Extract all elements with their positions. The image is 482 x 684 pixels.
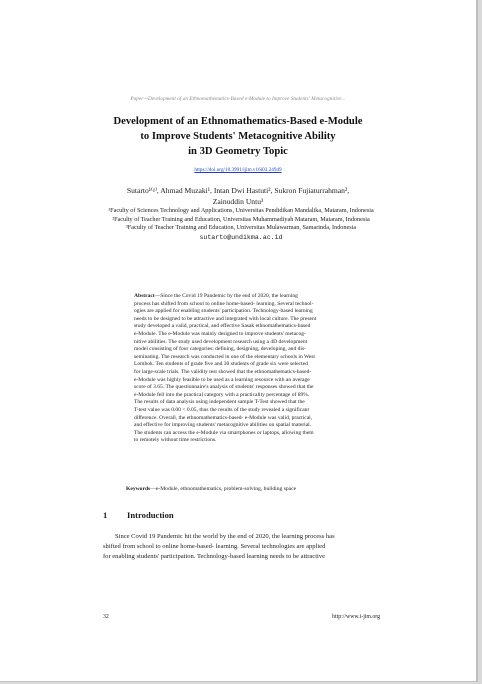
abstract-line: e-Module was highly feasible to be used as a learning resource with an average <box>134 376 310 383</box>
body-line: Since Covid 19 Pandemic hit the world by the end of 2020, the learning process has <box>115 533 335 540</box>
abstract-line <box>134 293 348 301</box>
abstract-line: and effective for improving students' metacognitive abilities on spatial material. <box>134 422 312 429</box>
abstract-line: difference. Overall, the ethnomathematics-based- e-Module was valid, practical, <box>134 414 313 421</box>
abstract-line: The students can access the e-Module via smartphones or laptops, allowing them <box>134 429 314 436</box>
title-line: Development of an Ethnomathematics-Based e-Module <box>113 116 363 127</box>
journal-url[interactable]: http://www.i-jim.org <box>332 614 380 620</box>
abstract-line: nitive abilities. The study used development research using a 4D development <box>134 338 308 345</box>
abstract-text: —Since the Covid 19 Pandemic by the end of 2020, the learning <box>154 293 298 299</box>
abstract-line: e-Module. The e-Module was mainly designed to improve students' metacog- <box>134 330 306 337</box>
affiliation: ²Faculty of Teacher Training and Education, Universitas Muhammadiyah Mataram, Mataram, Indonesia <box>112 215 370 223</box>
author-line: Zainuddin Untu³ <box>212 197 264 206</box>
section-number: 1 <box>103 510 108 520</box>
contact-email[interactable]: sutarto@undikma.ac.id <box>199 233 283 241</box>
body-paragraph <box>103 532 387 563</box>
abstract <box>134 293 348 445</box>
abstract-line: score of 3.65. The questionnaire's analysis of students' responses showed that the <box>134 384 314 391</box>
abstract-line: seminating. The research was conducted in one of the elementary schools in West <box>134 353 315 360</box>
title-line: in 3D Geometry Topic <box>188 146 288 157</box>
author-list <box>80 185 396 207</box>
doi-link[interactable]: https://doi.org/10.3991/ijim.v16i03.24949 <box>194 167 282 173</box>
title-line: to Improve Students' Metacognitive Ability <box>140 131 336 142</box>
section-heading <box>103 510 174 520</box>
abstract-line: Lombok. Ten students of grade five and 30 students of grade six were selected <box>134 361 308 368</box>
author-line: Sutarto¹⁽ᵡ⁾, Ahmad Muzaki¹, Intan Dwi Hastuti², Sukron Fujiaturrahman², <box>126 186 350 195</box>
keywords-label: Keywords <box>126 486 151 492</box>
affiliation: ³Faculty of Teacher Training and Education, Universitas Mulawarman, Samarinda, Indonesia <box>125 224 357 232</box>
keywords-text: —e-Module, ethnomathematics, problem-solving, building space <box>150 486 297 492</box>
abstract-line: ogies are applied for enabling students' participation. Technology-based learning <box>134 308 313 315</box>
abstract-line: The results of data analysis using independent sample T-Test showed that the <box>134 399 305 406</box>
abstract-line: e-Module fell into the practical category with a practicality percentage of 89%. <box>134 391 310 398</box>
abstract-line: for large-scale trials. The validity test showed that the ethnomathematics-based- <box>134 368 312 375</box>
abstract-line: T-test value was 0.00 < 0.05, thus the results of the study revealed a significant <box>134 406 309 413</box>
abstract-line: to remotely without time restrictions. <box>134 437 217 444</box>
body-line: shifted from school to online home-based- learning. Several technologies are applied <box>103 543 326 551</box>
abstract-label: Abstract <box>134 293 155 299</box>
affiliations <box>90 207 392 242</box>
abstract-line: needs to be designed to be attractive and integrated with local culture. The present <box>134 315 317 322</box>
abstract-line: process has shifted from school to online home-based- learning. Several technol- <box>134 300 314 307</box>
page-number: 32 <box>103 614 109 620</box>
keywords <box>126 486 296 492</box>
running-head: Paper—Development of an Ethnomathematics-Based e-Module to Improve Students' Metacognitive... <box>130 96 346 102</box>
paper-title <box>60 114 416 159</box>
affiliation: ¹Faculty of Sciences Technology and Applications, Universitas Pendidikan Mandalika, Mataram, Indonesia <box>108 207 374 214</box>
abstract-line: model consisting of four categories: defining, designing, developing, and dis- <box>134 346 306 353</box>
abstract-line: study developed a valid, practical, and effective Sasak ethnomathematics-based <box>134 323 311 330</box>
section-title: Introduction <box>127 510 174 520</box>
body-line: for enabling students' participation. Technology-based learning needs to be attractive <box>103 553 326 561</box>
